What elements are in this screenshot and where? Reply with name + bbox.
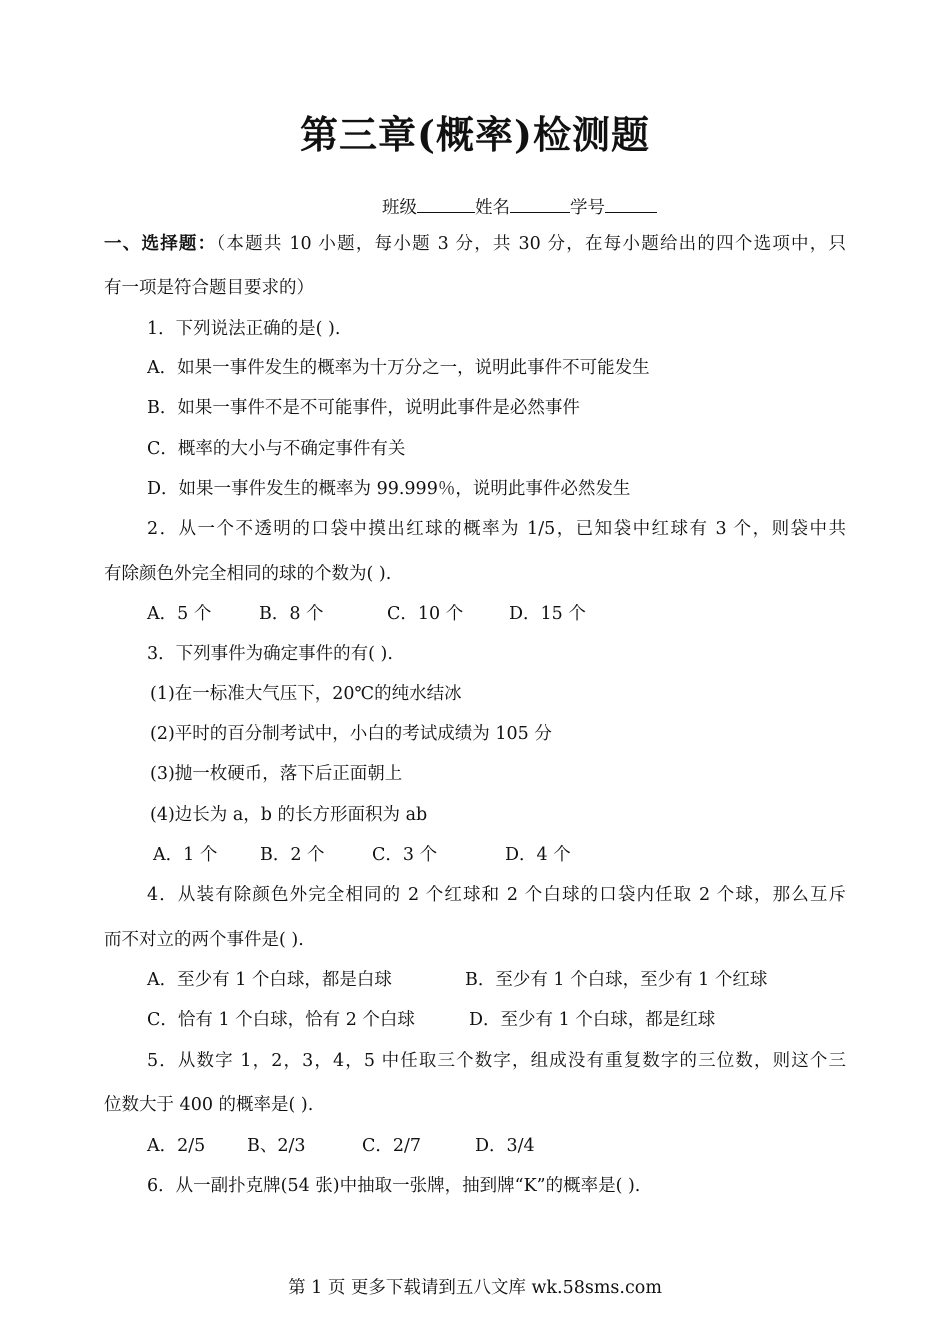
- question-3-option-a: A．1 个: [153, 845, 218, 865]
- question-4-option-c: C．恰有 1 个白球，恰有 2 个白球: [147, 1010, 415, 1030]
- question-2-option-d: D．15 个: [509, 604, 586, 624]
- question-3-option-b: B．2 个: [260, 845, 325, 865]
- id-label: 学号: [570, 198, 605, 218]
- class-label: 班级: [382, 198, 417, 218]
- question-2-stem-line2: 有除颜色外完全相同的球的个数为( ).: [104, 564, 392, 584]
- question-2-options: [147, 603, 586, 625]
- question-3-item-1: (1)在一标准大气压下，20℃的纯水结冰: [150, 684, 462, 704]
- question-4-option-d: D．至少有 1 个白球，都是红球: [469, 1010, 716, 1030]
- question-1-option-c: C．概率的大小与不确定事件有关: [147, 439, 406, 459]
- section-intro-line2: 有一项是符合题目要求的）: [104, 278, 314, 298]
- class-blank: [417, 193, 475, 213]
- question-1-option-b: B．如果一事件不是不可能事件，说明此事件是必然事件: [147, 398, 580, 418]
- question-2-option-b: B．8 个: [259, 604, 324, 624]
- page-title: 第三章(概率)检测题: [300, 112, 650, 157]
- page-footer: 第 1 页 更多下载请到五八文库 wk.58sms.com: [288, 1278, 662, 1298]
- name-blank: [510, 193, 570, 213]
- section-intro-text1: （本题共 10 小题，每小题 3 分，共 30 分，在每小题给出的四个选项中，只: [216, 234, 847, 254]
- question-6-stem: 6．从一副扑克牌(54 张)中抽取一张牌，抽到牌“K”的概率是( ).: [147, 1176, 641, 1196]
- question-2-option-c: C．10 个: [387, 604, 464, 624]
- question-3-item-2: (2)平时的百分制考试中，小白的考试成绩为 105 分: [150, 724, 552, 744]
- question-4-stem-line1: 4．从装有除颜色外完全相同的 2 个红球和 2 个白球的口袋内任取 2 个球，那么互斥: [147, 885, 846, 905]
- question-3-item-4: (4)边长为 a，b 的长方形面积为 ab: [150, 805, 428, 825]
- id-blank: [605, 193, 657, 213]
- question-4-options-row2: [147, 1009, 715, 1031]
- question-1-stem: 1．下列说法正确的是( ).: [147, 319, 341, 339]
- question-4-option-a: A．至少有 1 个白球，都是白球: [147, 970, 392, 990]
- question-3-stem: 3．下列事件为确定事件的有( ).: [147, 644, 393, 664]
- question-4-option-b: B．至少有 1 个白球，至少有 1 个红球: [465, 970, 768, 990]
- question-3-options: [153, 844, 571, 866]
- name-label: 姓名: [475, 198, 510, 218]
- question-4-options-row1: [147, 969, 767, 991]
- student-info-line: [382, 193, 657, 219]
- question-5-option-b: B、2/3: [247, 1136, 306, 1156]
- question-5-option-c: C．2/7: [362, 1136, 422, 1156]
- question-4-stem-line2: 而不对立的两个事件是( ).: [104, 930, 304, 950]
- section-intro-line1: [104, 233, 846, 255]
- question-5-option-d: D．3/4: [475, 1136, 535, 1156]
- question-2-option-a: A．5 个: [147, 604, 212, 624]
- question-2-stem-line1: 2．从一个不透明的口袋中摸出红球的概率为 1/5，已知袋中红球有 3 个，则袋中共: [147, 519, 846, 539]
- question-5-option-a: A．2/5: [147, 1136, 206, 1156]
- question-1-option-a: A．如果一事件发生的概率为十万分之一，说明此事件不可能发生: [147, 358, 650, 378]
- question-1-option-d: D．如果一事件发生的概率为 99.999％，说明此事件必然发生: [147, 479, 631, 499]
- question-5-stem-line2: 位数大于 400 的概率是( ).: [104, 1095, 314, 1115]
- question-5-options: [147, 1135, 535, 1157]
- question-3-option-c: C．3 个: [372, 845, 438, 865]
- question-3-option-d: D．4 个: [505, 845, 571, 865]
- question-5-stem-line1: 5．从数字 1，2，3，4，5 中任取三个数字，组成没有重复数字的三位数，则这个三: [147, 1051, 846, 1071]
- question-3-item-3: (3)抛一枚硬币，落下后正面朝上: [150, 764, 403, 784]
- section-heading: 一、选择题：: [104, 234, 217, 254]
